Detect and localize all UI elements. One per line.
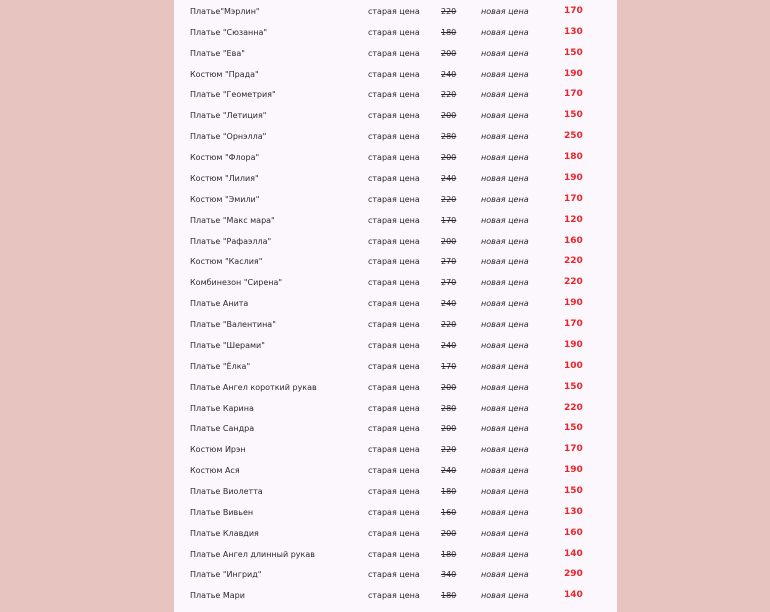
price-row <box>174 293 617 314</box>
new-price-label: новая цена <box>481 7 529 16</box>
old-price: 180 <box>441 27 457 37</box>
price-row <box>174 105 617 126</box>
new-price-label: новая цена <box>481 27 529 37</box>
old-price: 240 <box>441 299 457 309</box>
product-name: Костюм "Каслия" <box>190 257 263 267</box>
new-price: 190 <box>564 339 583 350</box>
product-name: Платье Анита <box>190 299 249 309</box>
price-row <box>174 1 617 22</box>
new-price: 150 <box>564 47 583 58</box>
old-price: 280 <box>441 132 457 142</box>
product-name: Костюм "Эмили" <box>190 194 260 204</box>
price-row <box>174 147 617 168</box>
old-price-label: старая цена <box>368 257 420 267</box>
old-price-label: старая цена <box>368 69 420 79</box>
price-row <box>174 377 617 398</box>
old-price-label: старая цена <box>368 361 420 371</box>
old-price: 220 <box>441 7 457 16</box>
old-price: 180 <box>441 591 457 601</box>
old-price: 170 <box>441 361 457 371</box>
new-price-label: новая цена <box>481 173 529 183</box>
new-price-label: новая цена <box>481 278 529 288</box>
new-price: 100 <box>564 360 583 371</box>
price-row <box>174 460 617 481</box>
new-price: 190 <box>564 68 583 79</box>
new-price: 250 <box>564 131 583 142</box>
new-price: 170 <box>564 444 583 455</box>
product-name: Платье "Ингрид" <box>190 570 262 580</box>
old-price-label: старая цена <box>368 466 420 476</box>
new-price-label: новая цена <box>481 528 529 538</box>
new-price-label: новая цена <box>481 424 529 434</box>
old-price: 180 <box>441 487 457 496</box>
new-price-label: новая цена <box>481 445 529 455</box>
new-price: 190 <box>564 298 583 309</box>
old-price-label: старая цена <box>368 236 420 246</box>
old-price: 200 <box>441 236 457 246</box>
new-price: 150 <box>564 423 583 434</box>
new-price-label: новая цена <box>481 487 529 496</box>
product-name: Комбинезон "Сирена" <box>190 278 283 288</box>
price-row <box>174 126 617 147</box>
new-price-label: новая цена <box>481 69 529 79</box>
new-price-label: новая цена <box>481 570 529 580</box>
price-row <box>174 439 617 460</box>
price-row <box>174 356 617 377</box>
product-name: Платье "Рафаэлла" <box>190 236 272 246</box>
old-price-label: старая цена <box>368 215 420 225</box>
price-row <box>174 64 617 85</box>
old-price: 240 <box>441 173 457 183</box>
new-price: 220 <box>564 277 583 288</box>
price-row <box>174 398 617 419</box>
price-list-panel <box>174 0 617 612</box>
product-name: Костюм "Лилия" <box>190 173 259 183</box>
old-price-label: старая цена <box>368 424 420 434</box>
product-name: Костюм Ирэн <box>190 445 246 455</box>
old-price-label: старая цена <box>368 549 420 559</box>
old-price-label: старая цена <box>368 90 420 100</box>
price-row <box>174 335 617 356</box>
price-row <box>174 168 617 189</box>
new-price: 170 <box>564 319 583 330</box>
new-price-label: новая цена <box>481 361 529 371</box>
price-row <box>174 314 617 335</box>
new-price-label: новая цена <box>481 507 529 517</box>
new-price: 180 <box>564 152 583 163</box>
product-name: Платье Виолетта <box>190 487 263 496</box>
old-price: 200 <box>441 382 457 392</box>
old-price-label: старая цена <box>368 278 420 288</box>
price-row <box>174 481 617 502</box>
new-price: 140 <box>564 590 583 601</box>
old-price-label: старая цена <box>368 299 420 309</box>
old-price-label: старая цена <box>368 403 420 413</box>
product-name: Платье Сандра <box>190 424 255 434</box>
product-name: Костюм "Флора" <box>190 153 260 163</box>
old-price-label: старая цена <box>368 7 420 16</box>
product-name: Платье "Макс мара" <box>190 215 275 225</box>
old-price-label: старая цена <box>368 487 420 496</box>
new-price-label: новая цена <box>481 382 529 392</box>
new-price-label: новая цена <box>481 299 529 309</box>
old-price: 220 <box>441 90 457 100</box>
old-price: 270 <box>441 257 457 267</box>
product-name: Платье "Орнэлла" <box>190 132 267 142</box>
product-name: Платье "Ёлка" <box>190 361 251 371</box>
new-price: 290 <box>564 569 583 580</box>
new-price-label: новая цена <box>481 48 529 58</box>
price-row <box>174 22 617 43</box>
product-name: Платье Карина <box>190 403 254 413</box>
new-price: 150 <box>564 110 583 121</box>
new-price-label: новая цена <box>481 466 529 476</box>
old-price: 240 <box>441 340 457 350</box>
new-price: 160 <box>564 235 583 246</box>
old-price-label: старая цена <box>368 507 420 517</box>
price-row <box>174 231 617 252</box>
new-price: 170 <box>564 6 583 16</box>
product-name: Платье "Летиция" <box>190 111 267 121</box>
price-row <box>174 564 617 585</box>
new-price-label: новая цена <box>481 320 529 330</box>
product-name: Платье Ангел короткий рукав <box>190 382 317 392</box>
new-price: 150 <box>564 486 583 496</box>
old-price: 160 <box>441 507 457 517</box>
old-price: 200 <box>441 111 457 121</box>
old-price-label: старая цена <box>368 570 420 580</box>
product-name: Платье Вивьен <box>190 507 254 517</box>
new-price: 130 <box>564 26 583 37</box>
old-price: 240 <box>441 69 457 79</box>
old-price-label: старая цена <box>368 591 420 601</box>
new-price: 150 <box>564 381 583 392</box>
old-price: 200 <box>441 48 457 58</box>
old-price-label: старая цена <box>368 528 420 538</box>
old-price: 200 <box>441 528 457 538</box>
price-row <box>174 84 617 105</box>
product-name: Костюм "Прада" <box>190 69 259 79</box>
price-row <box>174 251 617 272</box>
old-price-label: старая цена <box>368 111 420 121</box>
old-price-label: старая цена <box>368 382 420 392</box>
old-price-label: старая цена <box>368 320 420 330</box>
product-name: Костюм Ася <box>190 466 240 476</box>
new-price: 220 <box>564 402 583 413</box>
old-price-label: старая цена <box>368 445 420 455</box>
new-price: 140 <box>564 548 583 559</box>
new-price-label: новая цена <box>481 591 529 601</box>
product-name: Платье"Мэрлин" <box>190 7 260 16</box>
old-price: 240 <box>441 466 457 476</box>
price-row <box>174 43 617 64</box>
new-price-label: новая цена <box>481 549 529 559</box>
product-name: Платье "Шерами" <box>190 340 265 350</box>
price-row <box>174 523 617 544</box>
old-price-label: старая цена <box>368 153 420 163</box>
old-price: 280 <box>441 403 457 413</box>
old-price-label: старая цена <box>368 27 420 37</box>
product-name: Платье Ангел длинный рукав <box>190 549 315 559</box>
new-price-label: новая цена <box>481 340 529 350</box>
new-price: 130 <box>564 506 583 517</box>
old-price: 180 <box>441 549 457 559</box>
price-row <box>174 272 617 293</box>
new-price-label: новая цена <box>481 215 529 225</box>
old-price-label: старая цена <box>368 48 420 58</box>
new-price: 170 <box>564 193 583 204</box>
product-name: Платье Клавдия <box>190 528 259 538</box>
old-price-label: старая цена <box>368 194 420 204</box>
new-price: 190 <box>564 465 583 476</box>
new-price-label: новая цена <box>481 132 529 142</box>
price-row <box>174 418 617 439</box>
new-price: 170 <box>564 89 583 100</box>
product-name: Платье "Сюзанна" <box>190 27 268 37</box>
new-price-label: новая цена <box>481 90 529 100</box>
old-price: 340 <box>441 570 457 580</box>
old-price-label: старая цена <box>368 173 420 183</box>
old-price-label: старая цена <box>368 132 420 142</box>
new-price: 120 <box>564 214 583 225</box>
product-name: Платье Мари <box>190 591 245 601</box>
new-price-label: новая цена <box>481 111 529 121</box>
new-price-label: новая цена <box>481 194 529 204</box>
new-price: 160 <box>564 527 583 538</box>
price-row <box>174 210 617 231</box>
old-price: 270 <box>441 278 457 288</box>
product-name: Платье "Геометрия" <box>190 90 276 100</box>
product-name: Платье "Валентина" <box>190 320 276 330</box>
old-price-label: старая цена <box>368 340 420 350</box>
new-price-label: новая цена <box>481 153 529 163</box>
old-price: 220 <box>441 320 457 330</box>
new-price-label: новая цена <box>481 403 529 413</box>
new-price-label: новая цена <box>481 257 529 267</box>
new-price: 220 <box>564 256 583 267</box>
old-price: 200 <box>441 153 457 163</box>
price-row <box>174 544 617 565</box>
price-row <box>174 189 617 210</box>
price-row <box>174 585 617 606</box>
old-price: 220 <box>441 445 457 455</box>
new-price-label: новая цена <box>481 236 529 246</box>
product-name: Платье "Ева" <box>190 48 245 58</box>
new-price: 190 <box>564 172 583 183</box>
price-row <box>174 502 617 523</box>
old-price: 200 <box>441 424 457 434</box>
old-price: 220 <box>441 194 457 204</box>
old-price: 170 <box>441 215 457 225</box>
